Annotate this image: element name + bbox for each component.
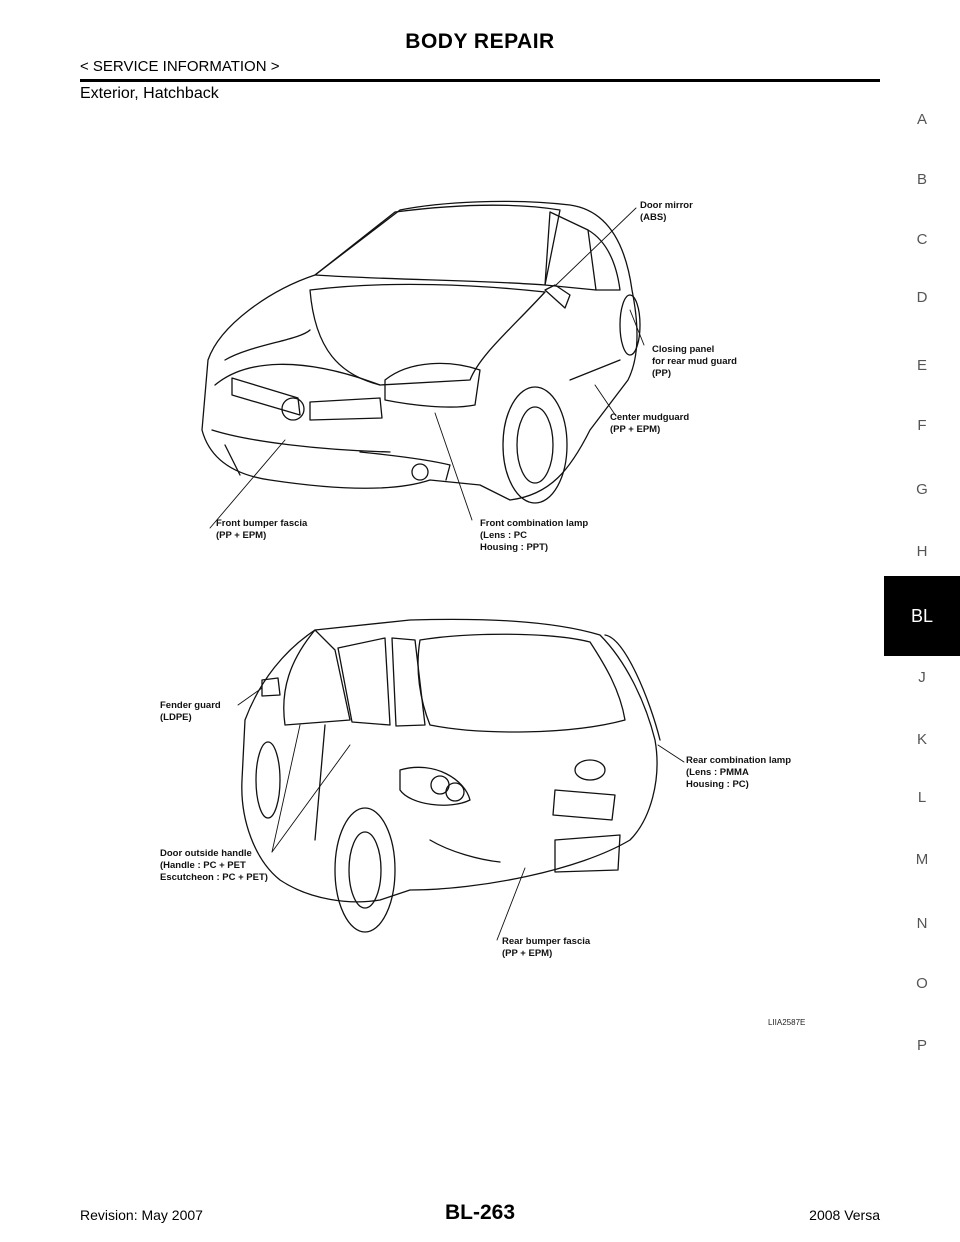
footer-page-number: BL-263	[444, 1201, 516, 1224]
tab-p[interactable]: P	[916, 1037, 927, 1054]
callout-closing-panel: Closing panel for rear mud guard (PP)	[652, 344, 737, 379]
tab-e[interactable]: E	[916, 357, 927, 374]
callout-fender-guard: Fender guard (LDPE)	[160, 700, 221, 723]
tab-b[interactable]: B	[916, 171, 927, 188]
tab-k[interactable]: K	[916, 731, 927, 748]
rear-view-car	[242, 619, 660, 932]
section-heading: Exterior, Hatchback	[80, 85, 219, 102]
callout-center-mudguard: Center mudguard (PP + EPM)	[610, 412, 690, 435]
header-rule	[80, 79, 880, 82]
tab-n[interactable]: N	[916, 915, 928, 932]
tab-o[interactable]: O	[916, 975, 928, 992]
tab-m[interactable]: M	[915, 851, 929, 868]
callout-front-bumper: Front bumper fascia (PP + EPM)	[216, 518, 308, 541]
tab-bl[interactable]: BL	[884, 576, 960, 656]
exterior-figure	[150, 180, 830, 1040]
callout-door-mirror: Door mirror (ABS)	[640, 200, 693, 223]
callout-door-handle: Door outside handle (Handle : PC + PET Escutcheon : PC + PET)	[160, 848, 268, 883]
callout-front-lamp: Front combination lamp (Lens : PC Housing : PPT)	[480, 518, 589, 553]
callout-rear-bumper: Rear bumper fascia (PP + EPM)	[502, 936, 591, 959]
tab-j[interactable]: J	[918, 669, 926, 686]
tab-l[interactable]: L	[917, 789, 927, 806]
footer-model: 2008 Versa	[809, 1207, 880, 1223]
callout-rear-lamp: Rear combination lamp (Lens : PMMA Housing : PC)	[686, 755, 792, 790]
leader-lines	[210, 208, 684, 940]
tab-g[interactable]: G	[916, 481, 928, 498]
tab-f[interactable]: F	[917, 417, 927, 434]
tab-h[interactable]: H	[916, 543, 928, 560]
page-title: BODY REPAIR	[405, 30, 555, 53]
figure-id: LIIA2587E	[768, 1018, 806, 1027]
chapter-index	[884, 100, 960, 1100]
tab-a[interactable]: A	[916, 111, 927, 128]
footer-revision: Revision: May 2007	[80, 1207, 203, 1223]
tab-c[interactable]: C	[916, 231, 928, 248]
front-view-car	[202, 201, 640, 503]
car-illustration	[150, 180, 830, 1040]
tab-d[interactable]: D	[916, 289, 928, 306]
section-breadcrumb: < SERVICE INFORMATION >	[80, 58, 280, 75]
